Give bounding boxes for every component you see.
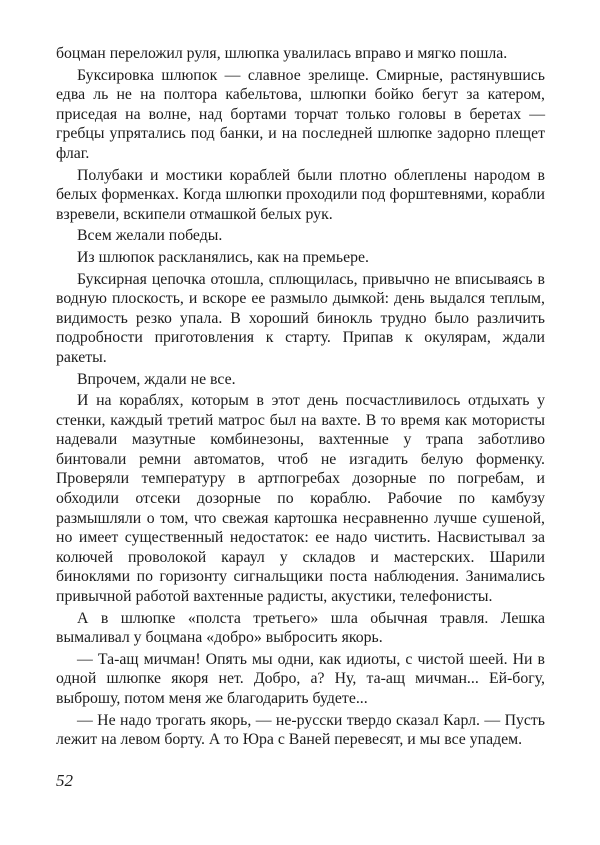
paragraph-4: Всем желали победы. (77, 227, 223, 245)
paragraph-11: — Не надо трогать якорь, — не-русски твердо сказал Карл. — Пусть лежит на левом борту. А то Юра с Ваней перевесят, и мы все упадем. (56, 711, 545, 749)
paragraph-8: И на кораблях, которым в этот день посчастливилось отдыхать у стенки, каждый третий матрос был на вахте. В то время как мотористы надевали мазутные комбинезоны, вахтенные у трапа заботливо бинтовали ремни автоматов, чтоб не изгадить белую форменку. Проверяли температуру в артпогребах дозорные по погребам, и обходили отсеки дозорные по кораблю. Рабочие по камбузу размышляли о том, что свежая картошка несравненно лучше сушеной, но имеет существенный недостаток: ее надо чистить. Насвистывал за колючей проволокой караул у складов и мастерских. Шарили биноклями по горизонту сигнальщики поста наблюдения. Занимались привычной работой вахтенные радисты, акустики, телефонисты. (56, 392, 545, 606)
paragraph-1: боцман переложил руля, шлюпка увалилась вправо и мягко пошла. (56, 45, 508, 62)
paragraph-2: Буксировка шлюпок — славное зрелище. Смирные, растянувшись едва ль не на полтора кабельтова, шлюпки бойко бегут за катером, приседая на волне, над бортами торчат только головы в беретах — гребцы упрятались под банки, и на последней шлюпке задорно плещет флаг. (56, 66, 545, 162)
paragraph-5: Из шлюпок раскланялись, как на премьере. (77, 248, 370, 266)
page-number: 52 (56, 771, 73, 790)
paragraph-10: — Та-ащ мичман! Опять мы одни, как идиоты, с чистой шеей. Ни в одной шлюпке якоря нет. Добро, а? Ну, та-ащ мичман... Ей-богу, выброшу, потом меня же благодарить будете... (56, 650, 545, 707)
paragraph-9: А в шлюпке «полста третьего» шла обычная травля. Лешка вымаливал у боцмана «добро» выбросить якорь. (56, 609, 545, 647)
paragraph-7: Впрочем, ждали не все. (77, 370, 236, 388)
paragraph-6: Буксирная цепочка отошла, сплющилась, привычно не вписываясь в водную плоскость, и вскоре ее размыло дымкой: день выдался теплым, видимость резко упала. В хороший бинокль трудно было различить подробности приготовления к старту. Припав к окулярам, ждали ракеты. (56, 270, 545, 366)
paragraph-3: Полубаки и мостики кораблей были плотно облеплены народом в белых форменках. Когда шлюпки проходили под форштевнями, корабли взревели, вскипели отмашкой белых рук. (56, 166, 545, 223)
page-body (56, 44, 545, 752)
